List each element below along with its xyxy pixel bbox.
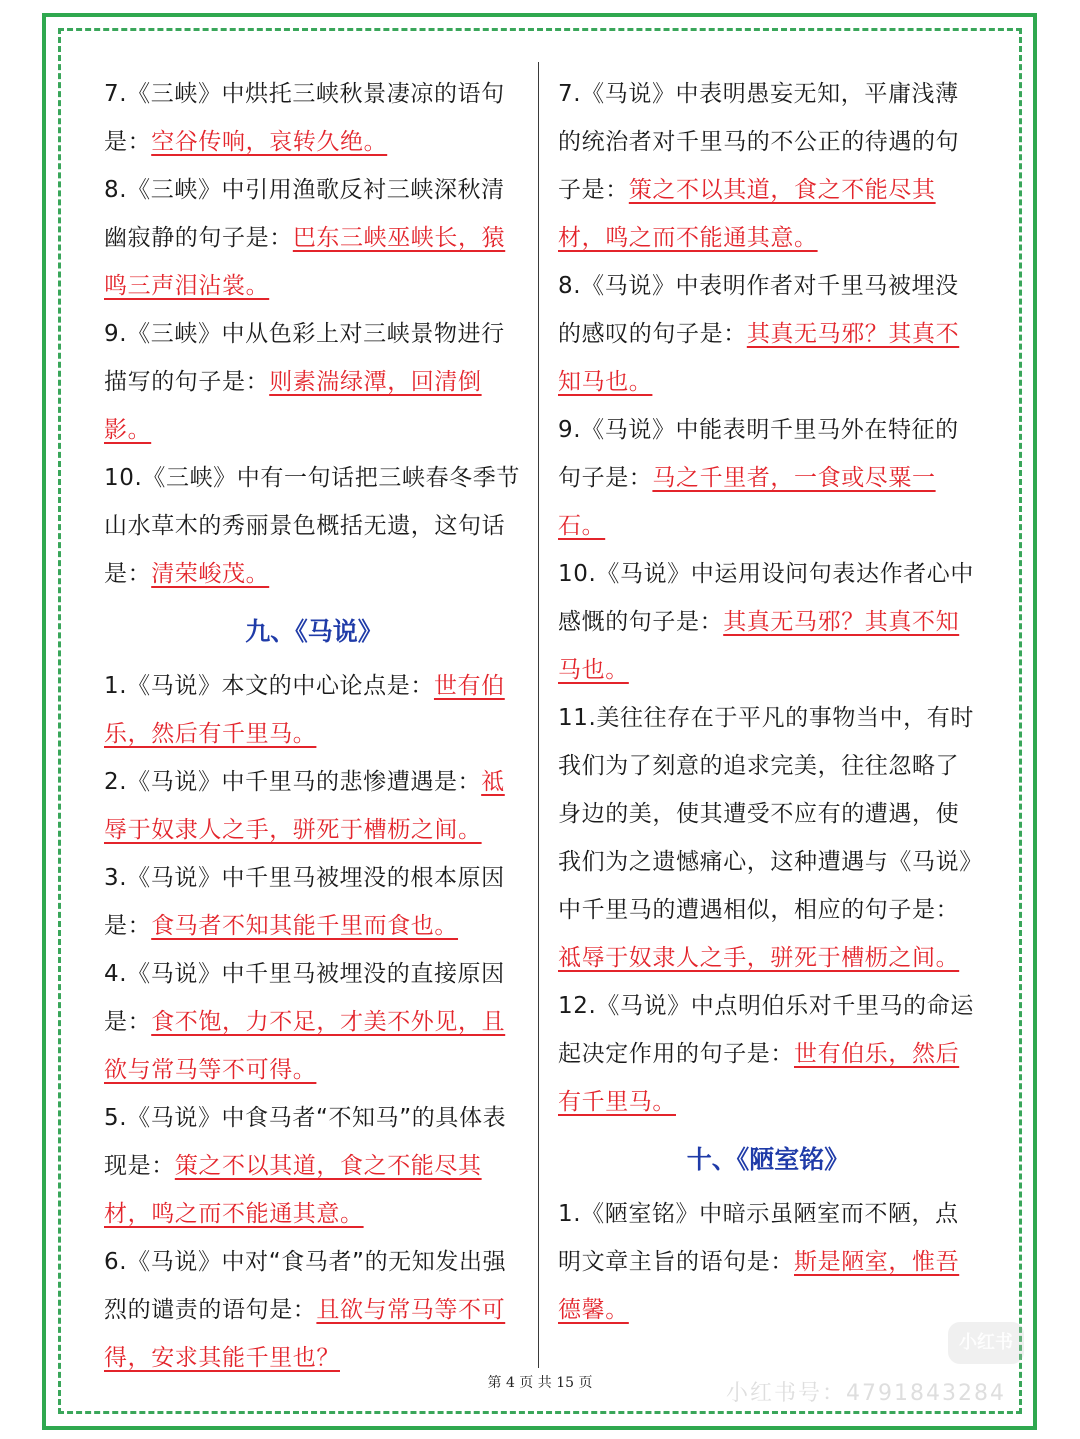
answer-text: 其真无马邪？其真不知马也。 — [558, 609, 960, 683]
question-item: 2.《马说》中千里马的悲惨遭遇是：祗辱于奴隶人之手，骈死于槽枥之间。 — [104, 769, 505, 843]
question-item: 6.《马说》中对“食马者”的无知发出强烈的谴责的语句是：且欲与常马等不可得，安求其能千里也？ — [104, 1249, 507, 1371]
answer-text: 空谷传响，哀转久绝。 — [151, 129, 388, 155]
answer-text: 食马者不知其能千里而食也。 — [151, 913, 459, 939]
answer-text: 世有伯乐，然后有千里马。 — [104, 673, 505, 747]
answer-text: 策之不以其道，食之不能尽其材，鸣之而不能通其意。 — [558, 177, 936, 251]
question-item: 9.《马说》中能表明千里马外在特征的句子是：马之千里者，一食或尽粟一石。 — [558, 417, 959, 539]
question-item: 1.《陋室铭》中暗示虽陋室而不陋，点明文章主旨的语句是：斯是陋室，惟吾德馨。 — [558, 1201, 960, 1323]
answer-text: 世有伯乐，然后有千里马。 — [558, 1041, 960, 1115]
answer-text: 且欲与常马等不可得，安求其能千里也？ — [104, 1297, 506, 1371]
watermark-text: 小红书号：4791843284 — [726, 1381, 1006, 1406]
question-item: 3.《马说》中千里马被埋没的根本原因是：食马者不知其能千里而食也。 — [104, 865, 505, 939]
answer-text: 祗辱于奴隶人之手，骈死于槽枥之间。 — [104, 769, 505, 843]
question-item: 4.《马说》中千里马被埋没的直接原因是：食不饱，力不足，才美不外见，且欲与常马等不可得。 — [104, 961, 506, 1083]
question-item: 7.《三峡》中烘托三峡秋景凄凉的语句是：空谷传响，哀转久绝。 — [104, 81, 505, 155]
question-item: 10.《马说》中运用设问句表达作者心中感慨的句子是：其真无马邪？其真不知马也。 — [558, 561, 974, 683]
page-number-footer: 第 4 页 共 15 页 — [487, 1375, 593, 1391]
question-item: 7.《马说》中表明愚妄无知，平庸浅薄的统治者对千里马的不公正的待遇的句子是：策之不以其道，食之不能尽其材，鸣之而不能通其意。 — [558, 81, 960, 251]
question-item: 9.《三峡》中从色彩上对三峡景物进行描写的句子是：则素湍绿潭，回清倒影。 — [104, 321, 505, 443]
answer-text: 其真无马邪？其真不知马也。 — [558, 321, 960, 395]
left-column — [104, 70, 524, 1382]
answer-text: 巴东三峡巫峡长，猿鸣三声泪沾裳。 — [104, 225, 506, 299]
section-heading-lou-shi-ming: 十、《陋室铭》 — [686, 1145, 850, 1174]
question-item: 8.《马说》中表明作者对千里马被埋没的感叹的句子是：其真无马邪？其真不知马也。 — [558, 273, 960, 395]
answer-text: 清荣峻茂。 — [151, 561, 270, 587]
answer-text: 策之不以其道，食之不能尽其材，鸣之而不能通其意。 — [104, 1153, 482, 1227]
right-column — [558, 70, 978, 1334]
answer-text: 食不饱，力不足，才美不外见，且欲与常马等不可得。 — [104, 1009, 506, 1083]
answer-text: 斯是陋室，惟吾德馨。 — [558, 1249, 960, 1323]
column-divider — [538, 62, 539, 1368]
watermark-logo: 小红书 — [948, 1322, 1024, 1364]
answer-text: 则素湍绿潭，回清倒影。 — [104, 369, 482, 443]
answer-text: 马之千里者，一食或尽粟一石。 — [558, 465, 936, 539]
section-heading-ma-shuo: 九、《马说》 — [245, 617, 383, 646]
answer-text: 祗辱于奴隶人之手，骈死于槽枥之间。 — [558, 945, 960, 971]
question-item: 8.《三峡》中引用渔歌反衬三峡深秋清幽寂静的句子是：巴东三峡巫峡长，猿鸣三声泪沾裳。 — [104, 177, 506, 299]
question-item: 1.《马说》本文的中心论点是：世有伯乐，然后有千里马。 — [104, 673, 505, 747]
question-item: 12.《马说》中点明伯乐对千里马的命运起决定作用的句子是：世有伯乐，然后有千里马。 — [558, 993, 974, 1115]
question-item: 10.《三峡》中有一句话把三峡春冬季节山水草木的秀丽景色概括无遗，这句话是：清荣峻茂。 — [104, 465, 520, 587]
question-item: 11.美往往存在于平凡的事物当中，有时我们为了刻意的追求完美，往往忽略了身边的美，使其遭受不应有的遭遇，使我们为之遗憾痛心，这种遭遇与《马说》中千里马的遭遇相似，相应的句子是：祗辱于奴隶人之手，骈死于槽枥之间。 — [558, 705, 974, 971]
question-item: 5.《马说》中食马者“不知马”的具体表现是：策之不以其道，食之不能尽其材，鸣之而不能通其意。 — [104, 1105, 507, 1227]
